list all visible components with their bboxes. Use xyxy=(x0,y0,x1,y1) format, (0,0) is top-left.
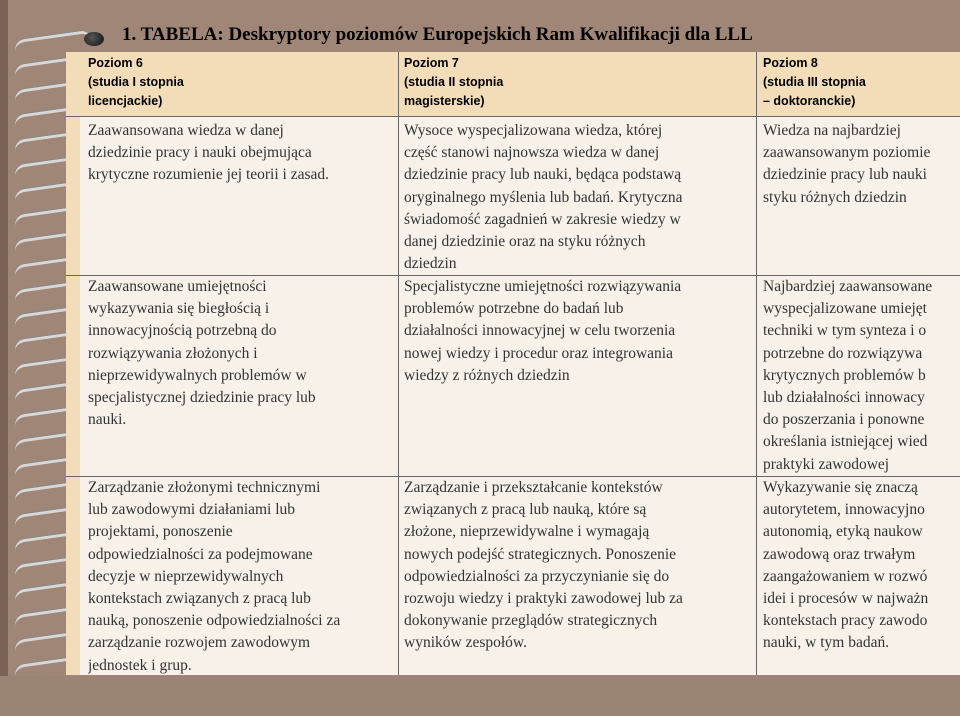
cell-line: złożone, nieprzewidywalne i wymagają xyxy=(404,523,650,541)
cell-line: lub działalności innowacy xyxy=(763,389,925,407)
cell-line: dziedzinie pracy lub nauki, będąca podstawą xyxy=(404,166,682,184)
cell-line: decyzje w nieprzewidywalnych xyxy=(88,567,284,585)
cell-line: specjalistycznej dziedzinie pracy lub xyxy=(88,389,316,407)
cell-line: krytyczne rozumienie jej teorii i zasad. xyxy=(88,166,330,184)
cell-line: autorytetem, innowacyjno xyxy=(763,501,925,519)
header-line: Poziom 8 xyxy=(763,56,818,70)
cell-line: krytycznych problemów b xyxy=(763,366,926,384)
cell-line: Zaawansowane umiejętności xyxy=(88,278,267,295)
cell-line: dziedzinie pracy lub nauki xyxy=(763,166,927,184)
cell-line: dokonywanie przeglądów strategicznych xyxy=(404,612,658,630)
cell-line: dziedzinie pracy i nauki obejmująca xyxy=(88,144,312,162)
cell-line: kontekstach związanych z pracą lub xyxy=(88,590,311,608)
cell-line: odpowiedzialności za podejmowane xyxy=(88,545,313,563)
cell-line: działalności innowacyjnej w celu tworzenia xyxy=(404,322,676,340)
cell-line: wykazywania się biegłością i xyxy=(88,300,270,318)
cell-competences-level-6 xyxy=(88,477,394,675)
cell-line: nauki. xyxy=(88,411,127,429)
cell-line: Najbardziej zaawansowane xyxy=(763,278,933,295)
cell-skills-level-7 xyxy=(404,276,754,387)
cell-knowledge-level-6 xyxy=(88,120,394,187)
cell-line: autonomią, etyką naukow xyxy=(763,523,923,541)
cell-line: potrzebne do rozwiązywa xyxy=(763,344,923,362)
page-title: 1. TABELA: Deskryptory poziomów Europejskich Ram Kwalifikacji dla LLL xyxy=(122,24,753,45)
descriptor-table xyxy=(66,52,960,675)
header-line: Poziom 7 xyxy=(404,56,459,70)
cell-line: idei i procesów w najważn xyxy=(763,590,929,608)
cell-line: do poszerzania i ponowne xyxy=(763,411,925,429)
cell-knowledge-level-8 xyxy=(763,120,960,209)
cell-competences-level-8 xyxy=(763,477,960,655)
cell-line: Zarządzanie i przekształcanie kontekstów xyxy=(404,479,663,496)
header-level-6 xyxy=(88,54,388,111)
cell-line: zarządzanie rozwojem zawodowym xyxy=(88,634,311,652)
cell-line: innowacyjnością potrzebną do xyxy=(88,322,277,340)
column-divider xyxy=(398,52,399,675)
cell-line: rozwoju wiedzy i praktyki zawodowej lub za xyxy=(404,590,683,608)
cell-skills-level-6 xyxy=(88,276,394,431)
header-line: magisterskie) xyxy=(404,94,485,108)
cell-line: Specjalistyczne umiejętności rozwiązywania xyxy=(404,278,682,295)
cell-skills-level-8 xyxy=(763,276,960,476)
cell-line: projektami, ponoszenie xyxy=(88,523,233,541)
cell-line: świadomość zagadnień w zakresie wiedzy w xyxy=(404,210,681,228)
cell-line: jednostek i grup. xyxy=(88,656,192,674)
cell-line: oryginalnego myślenia lub badań. Krytyczna xyxy=(404,188,683,206)
cell-line: techniki w tym synteza i o xyxy=(763,322,927,340)
cell-line: część stanowi najnowsza wiedza w danej xyxy=(404,144,660,162)
cell-knowledge-level-7 xyxy=(404,120,754,275)
cell-line: wyników zespołów. xyxy=(404,634,527,652)
page-footer-background xyxy=(0,676,960,716)
header-level-7 xyxy=(404,54,744,111)
header-line: (studia I stopnia xyxy=(88,75,184,89)
header-line: licencjackie) xyxy=(88,94,163,108)
header-line: – doktoranckie) xyxy=(763,94,856,108)
cell-line: Wiedza na najbardziej xyxy=(763,122,901,139)
cell-line: praktyki zawodowej xyxy=(763,455,890,473)
cell-line: dziedzin xyxy=(404,255,457,273)
column-divider xyxy=(756,52,757,675)
cell-line: Wykazywanie się znaczą xyxy=(763,479,918,496)
row-divider xyxy=(66,116,960,117)
cell-line: Zarządzanie złożonymi technicznymi xyxy=(88,479,321,496)
cell-line: styku różnych dziedzin xyxy=(763,188,907,206)
table-gutter xyxy=(66,52,80,675)
cell-line: zaawansowanym poziomie xyxy=(763,144,931,162)
cell-line: nauki, w tym badań. xyxy=(763,634,890,652)
cell-line: nowej wiedzy i procedur oraz integrowania xyxy=(404,344,673,362)
header-line: (studia III stopnia xyxy=(763,75,866,89)
cell-line: lub zawodowymi działaniami lub xyxy=(88,501,296,519)
cell-line: danej dziedzinie oraz na styku różnych xyxy=(404,233,646,251)
cell-line: wiedzy z różnych dziedzin xyxy=(404,366,570,384)
cell-line: kontekstach pracy zawodo xyxy=(763,612,928,630)
binding-ring xyxy=(14,33,104,47)
cell-line: nauką, ponoszenie odpowiedzialności za xyxy=(88,612,341,630)
cell-competences-level-7 xyxy=(404,477,754,655)
cell-line: zaangażowaniem w rozwó xyxy=(763,567,928,585)
cell-line: Zaawansowana wiedza w danej xyxy=(88,122,284,139)
cell-line: nowych podejść strategicznych. Ponoszenie xyxy=(404,545,677,563)
header-level-8 xyxy=(763,54,960,111)
cell-line: nieprzewidywalnych problemów w xyxy=(88,366,307,384)
cell-line: wyspecjalizowane umiejęt xyxy=(763,300,927,318)
cell-line: zawodową oraz trwałym xyxy=(763,545,916,563)
header-line: (studia II stopnia xyxy=(404,75,504,89)
cell-line: problemów potrzebne do badań lub xyxy=(404,300,624,318)
cell-line: określania istniejącej wied xyxy=(763,433,928,451)
header-line: Poziom 6 xyxy=(88,56,143,70)
cell-line: rozwiązywania złożonych i xyxy=(88,344,258,362)
cell-line: związanych z pracą lub nauką, które są xyxy=(404,501,647,519)
cell-line: odpowiedzialności za przyczynianie się do xyxy=(404,567,670,585)
cell-line: Wysoce wyspecjalizowana wiedza, której xyxy=(404,122,663,139)
